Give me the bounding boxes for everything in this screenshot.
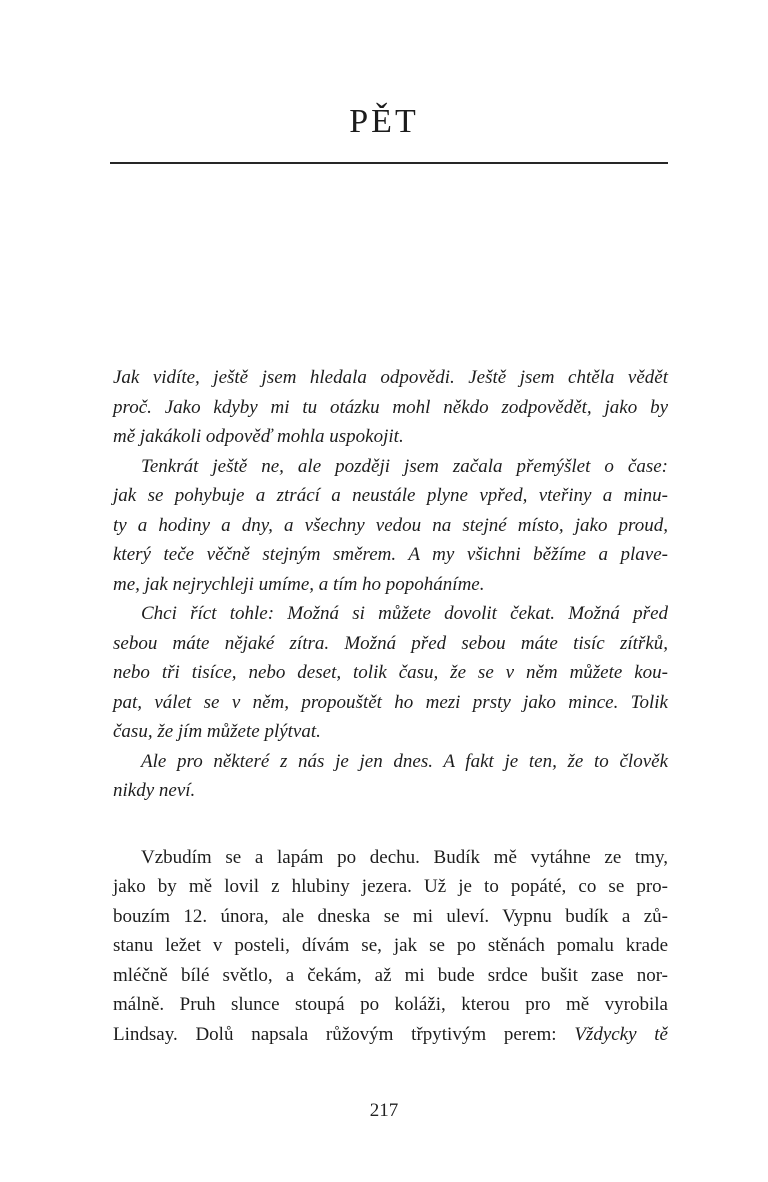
page-number: 217: [369, 1100, 399, 1121]
text-line: málně. Pruh slunce stoupá po koláži, kterou pro mě vyrobila: [113, 994, 668, 1015]
text-line: Chci říct tohle: Možná si můžete dovolit čekat. Možná před: [141, 603, 668, 624]
title-rule: [110, 162, 668, 164]
chapter-title: PĚT: [349, 103, 419, 140]
text-line: mléčně bílé světlo, a čekám, až mi bude srdce bušit zase nor-: [113, 964, 668, 986]
text-line: nebo tři tisíce, nebo deset, tolik času, že se v něm můžete kou-: [113, 662, 668, 683]
text-line: bouzím 12. února, ale dneska se mi uleví. Vypnu budík a zů-: [113, 905, 668, 927]
text-line: ty a hodiny a dny, a všechny vedou na stejné místo, jako proud,: [113, 514, 668, 536]
text-line: času, že jím můžete plýtvat.: [113, 721, 321, 742]
text-line: me, jak nejrychleji umíme, a tím ho popoháníme.: [113, 573, 485, 595]
text-line: stanu ležet v posteli, dívám se, jak se po stěnách pomalu krade: [113, 935, 668, 956]
text-line: nikdy neví.: [113, 780, 196, 801]
text-line: [113, 1020, 668, 1050]
text-block: [113, 363, 668, 1049]
text-line: Ale pro některé z nás je jen dnes. A fakt je ten, že to člověk: [141, 750, 668, 772]
text-line: jako by mě lovil z hlubiny jezera. Už je to popáté, co se pro-: [113, 876, 668, 897]
text-line: který teče věčně stejným směrem. A my všichni běžíme a plave-: [113, 544, 668, 565]
text-line: sebou máte nějaké zítra. Možná před sebou máte tisíc zítřků,: [113, 632, 668, 654]
text-line: proč. Jako kdyby mi tu otázku mohl někdo zodpovědět, jako by: [113, 396, 668, 418]
italic-text-segment: Vždycky tě: [574, 1023, 668, 1045]
roman-text-segment: Lindsay. Dolů napsala růžovým třpytivým perem:: [113, 1023, 575, 1045]
text-line: Jak vidíte, ještě jsem hledala odpovědi. Ještě jsem chtěla vědět: [113, 367, 668, 388]
text-line: Tenkrát ještě ne, ale později jsem začala přemýšlet o čase:: [141, 455, 668, 477]
text-line: pat, válet se v něm, propouštět ho mezi prsty jako mince. Tolik: [113, 691, 668, 713]
text-line: jak se pohybuje a ztrácí a neustále plyne vpřed, vteřiny a minu-: [113, 485, 668, 506]
text-line: mě jakákoli odpověď mohla uspokojit.: [113, 426, 404, 447]
text-line: Vzbudím se a lapám po dechu. Budík mě vytáhne ze tmy,: [141, 846, 668, 868]
